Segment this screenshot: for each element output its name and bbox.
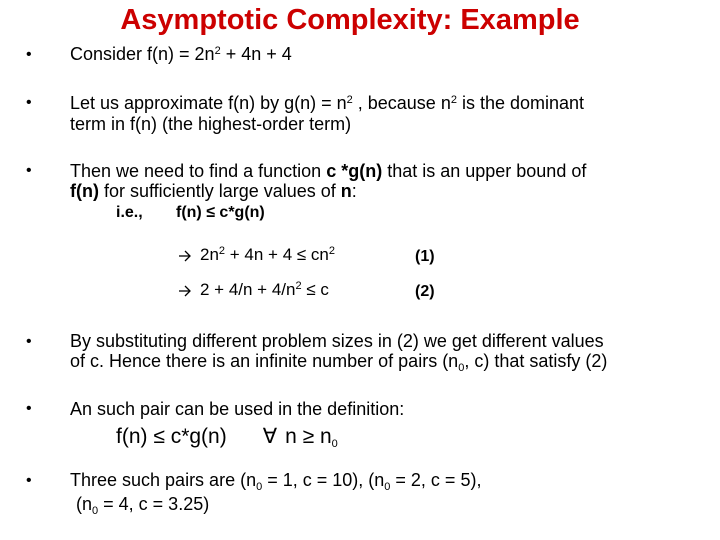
bullet-icon: • <box>26 333 32 350</box>
definition-expression: f(n) ≤ c*g(n) ∀ $n \ge n_0$ <box>116 425 338 450</box>
bullet-4-line-2: of c. Hence there is an infinite number of pairs ($n_0$, c) that satisfy (2) <box>70 351 608 374</box>
bullet-2-line-1: Let us approximate f(n) by $g(n) = n^2$ , because $n^2$ is the dominant <box>70 93 585 113</box>
arrow-right-icon <box>178 285 192 297</box>
arrow-right-icon <box>178 250 192 262</box>
equation-2-label: (2) <box>415 283 435 300</box>
for-all-symbol: ∀ <box>262 425 278 448</box>
bullet-icon: • <box>26 400 32 417</box>
bullet-icon: • <box>26 472 32 489</box>
bullet-1-text: Consider $f(n) = 2n^2 + 4n + 4$ <box>70 44 292 64</box>
equation-1: $2n^2 + 4n + 4 \le cn^2$ <box>178 245 335 265</box>
bullet-5-text: An such pair can be used in the definition: <box>70 399 405 419</box>
equation-2: $2 + 4/n + 4/n^2 \le c$ <box>178 280 329 300</box>
bullet-6-line-1: Three such pairs are ($n_0 = 1$, c = 10), ($n_0 = 2$, c = 5), <box>70 470 482 493</box>
ie-label: i.e., <box>116 204 143 221</box>
bullet-icon: • <box>26 162 32 179</box>
bullet-icon: • <box>26 94 32 111</box>
bullet-icon: • <box>26 46 32 63</box>
bullet-3-line-1: Then we need to find a function c *g(n) that is an upper bound of <box>70 161 587 181</box>
slide-title: Asymptotic Complexity: Example <box>120 4 580 36</box>
bullet-4-line-1: By substituting different problem sizes in (2) we get different values <box>70 331 604 351</box>
ie-expression: f(n) ≤ c*g(n) <box>176 204 265 221</box>
bullet-3-line-2: f(n) for sufficiently large values of n: <box>70 181 357 201</box>
equation-1-label: (1) <box>415 248 435 265</box>
bullet-6-line-2: ($n_0 = 4$, c = 3.25) <box>76 494 210 517</box>
bullet-2-line-2: term in f(n) (the highest-order term) <box>70 114 352 134</box>
